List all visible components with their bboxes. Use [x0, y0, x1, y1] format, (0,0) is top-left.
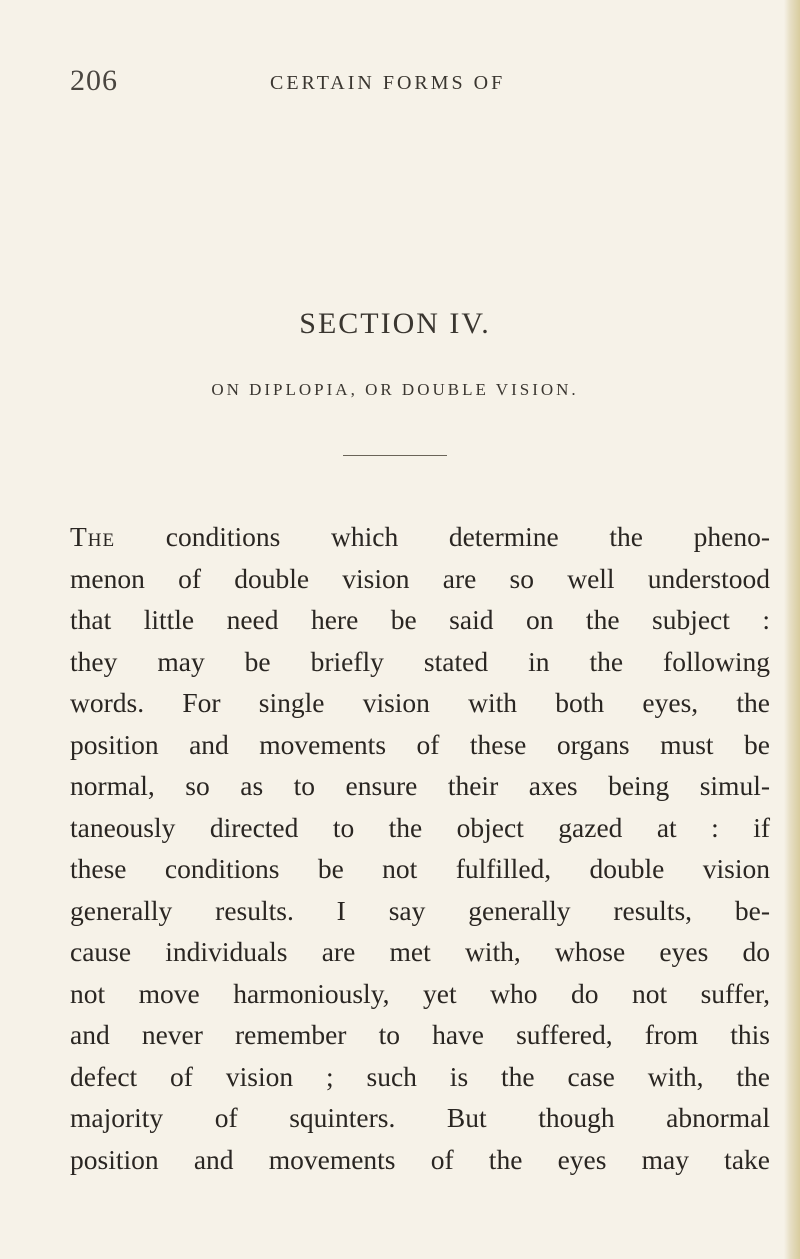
text-line: that little need here be said on the subject :: [70, 604, 770, 635]
section-title: SECTION IV.: [299, 307, 491, 340]
text-line: they may be briefly stated in the following: [70, 645, 770, 677]
text-line: words. For single vision with both eyes, the: [70, 687, 770, 718]
text-line: taneously directed to the object gazed at : if: [70, 811, 770, 843]
text-line: position and movements of the eyes may take: [70, 1143, 770, 1175]
page-edge-shadow: [784, 0, 800, 1259]
running-head: CERTAIN FORMS OF: [270, 72, 506, 94]
text-line: cause individuals are met with, whose eyes do: [70, 936, 770, 967]
text-line: these conditions be not fulfilled, double vision: [70, 853, 770, 884]
text-line: and never remember to have suffered, from this: [70, 1019, 770, 1050]
section-divider: [343, 455, 447, 456]
text-line: [70, 516, 770, 558]
body-paragraph: [70, 516, 770, 1180]
text-line: majority of squinters. But though abnormal: [70, 1102, 770, 1133]
text-line: normal, so as to ensure their axes being simul-: [70, 770, 770, 801]
text-line: position and movements of these organs must be: [70, 728, 770, 760]
text-line-content: conditions which determine the pheno-: [115, 521, 770, 552]
text-line: menon of double vision are so well understood: [70, 562, 770, 594]
text-line: defect of vision ; such is the case with, the: [70, 1060, 770, 1092]
lead-word: The: [70, 521, 116, 552]
section-subtitle: ON DIPLOPIA, OR DOUBLE VISION.: [211, 380, 579, 399]
text-line: not move harmoniously, yet who do not suffer,: [70, 977, 770, 1009]
page-number: 206: [70, 64, 118, 97]
text-line: generally results. I say generally results, be-: [70, 894, 770, 926]
